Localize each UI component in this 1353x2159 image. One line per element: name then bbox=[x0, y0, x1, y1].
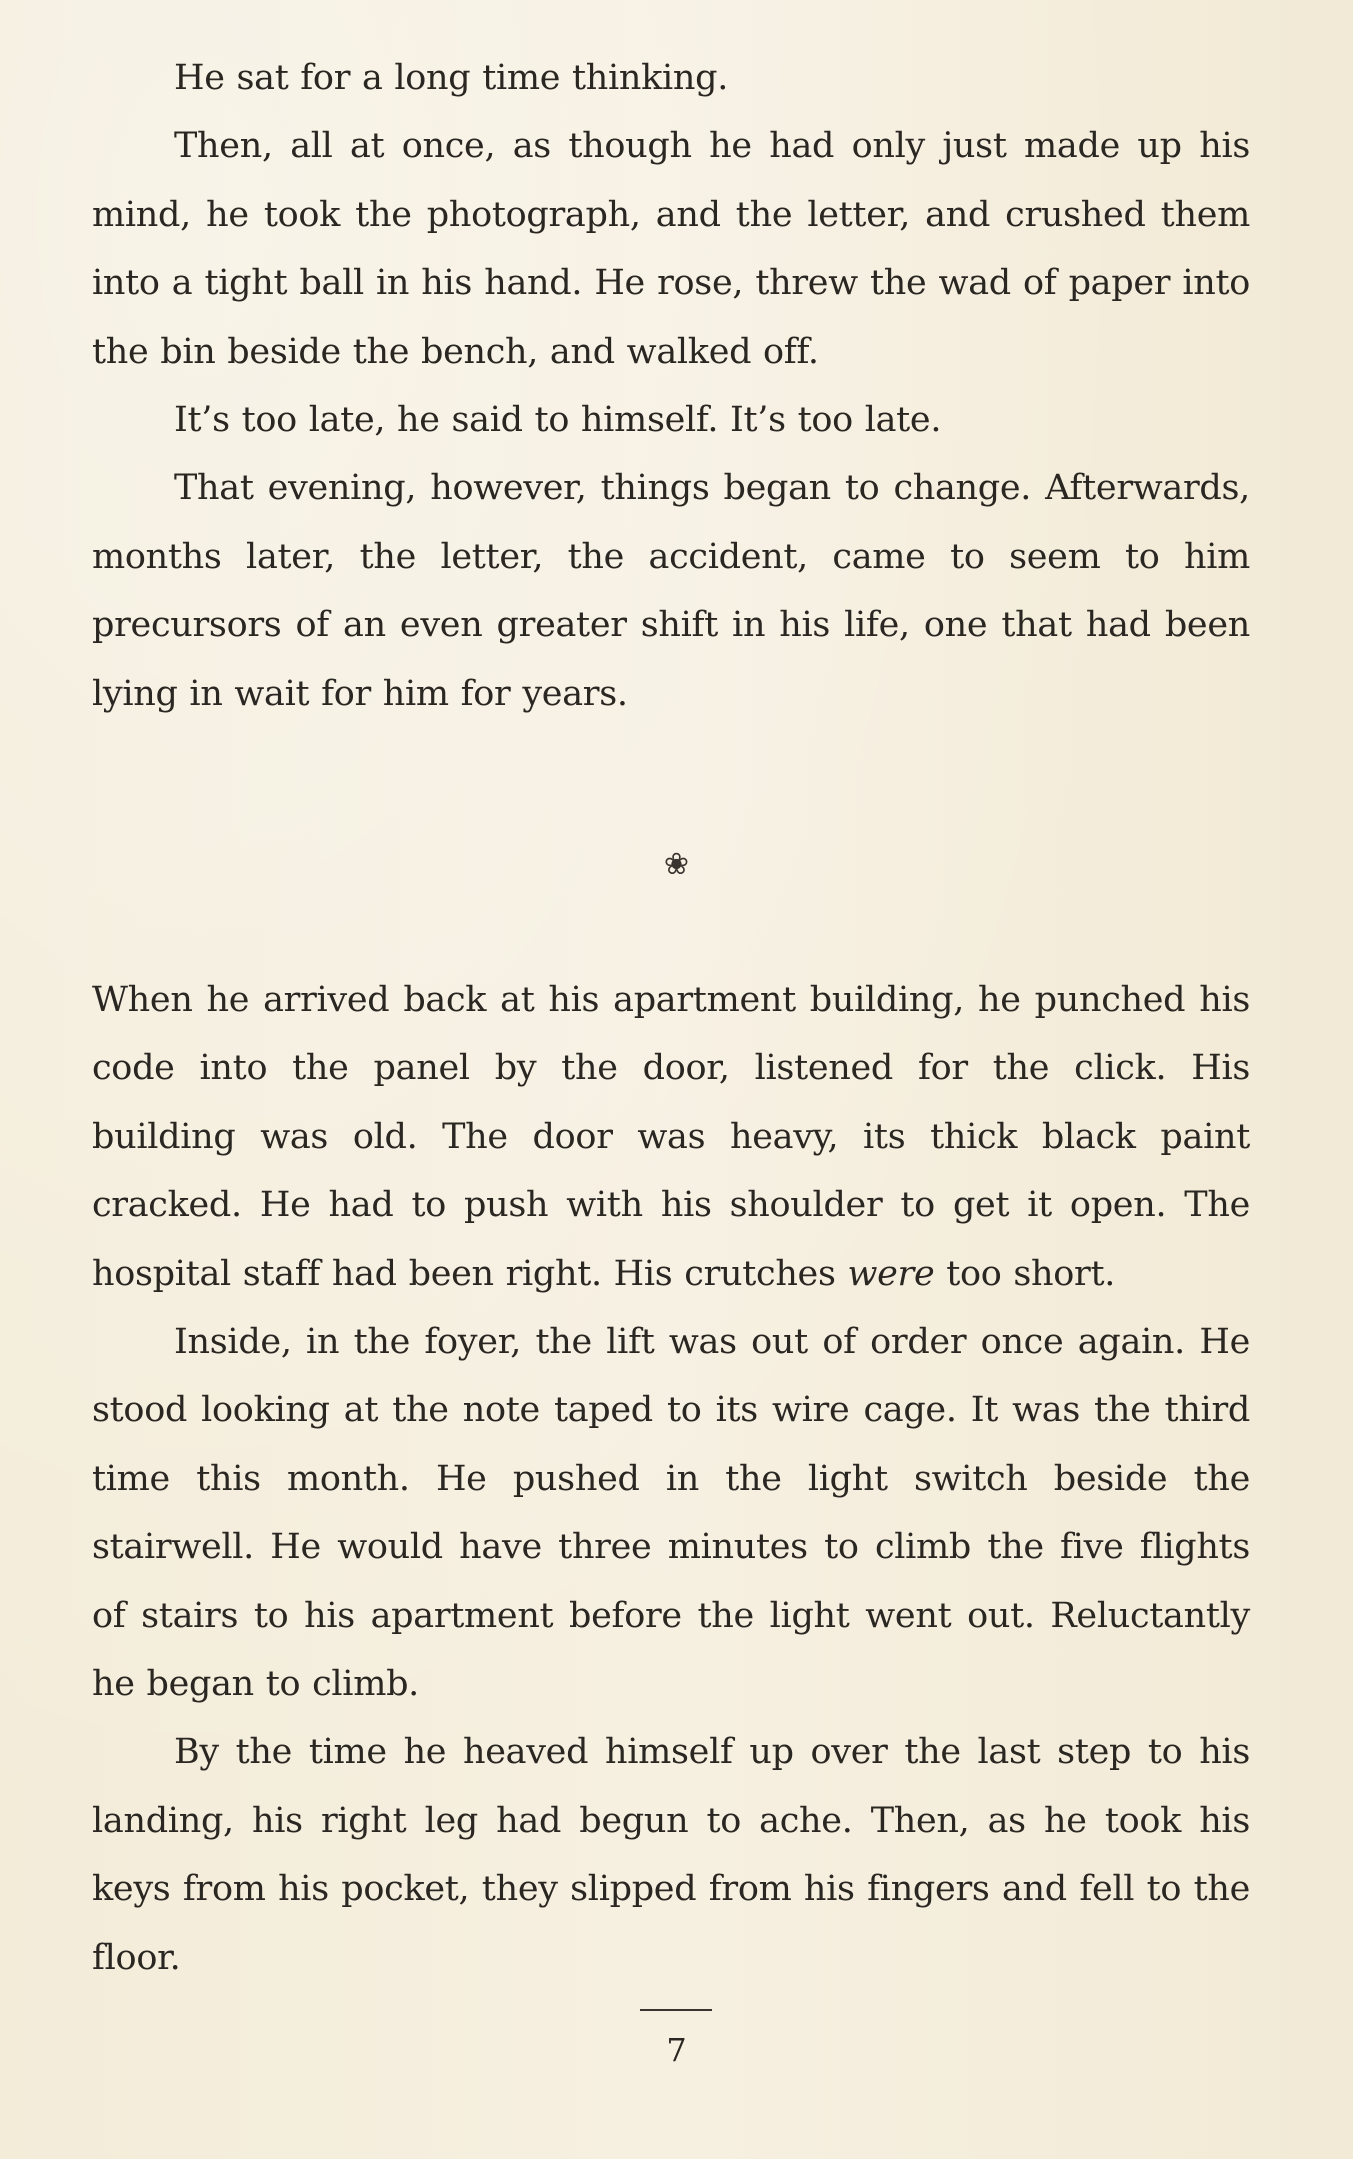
folio-rule bbox=[640, 2009, 712, 2011]
paragraph: By the time he heaved himself up over the last step to his landing, his right leg had begun to ache. Then, as he took his keys from his pocket, they slipped from his fingers and fell to the floor. bbox=[92, 1732, 1250, 1978]
emphasis-text: were bbox=[847, 1253, 935, 1294]
section-one bbox=[92, 44, 1250, 728]
paragraph bbox=[92, 966, 1250, 1308]
paragraph-text: When he arrived back at his apartment building, he punched his code into the panel by the door, listened for the click. His building was old. The door was heavy, its thick black paint cracked. He had to push with his shoulder to get it open. The hospital staff had been right. His crutches bbox=[92, 980, 1250, 1294]
section-break-ornament: ❀ bbox=[663, 847, 690, 882]
page-number: 7 bbox=[666, 2031, 687, 2069]
paragraph: Inside, in the foyer, the lift was out of order once again. He stood looking at the note taped to its wire cage. It was the third time this month. He pushed in the light switch beside the stairwell. He would have three minutes to climb the five flights of stairs to his apartment before the light went out. Reluctantly he began to climb. bbox=[92, 1322, 1250, 1705]
paragraph-text: too short. bbox=[934, 1253, 1116, 1294]
paragraph: It’s too late, he said to himself. It’s too late. bbox=[174, 400, 942, 441]
paragraph: He sat for a long time thinking. bbox=[174, 58, 729, 98]
section-two bbox=[92, 966, 1250, 1992]
paragraph: That evening, however, things began to change. Afterwards, months later, the letter, the accident, came to seem to him precursors of an even greater shift in his life, one that had been lying in wait for him for years. bbox=[92, 468, 1250, 714]
paragraph: Then, all at once, as though he had only just made up his mind, he took the photograph, and the letter, and crushed them into a tight ball in his hand. He rose, threw the wad of paper into the bin beside the bench, and walked off. bbox=[92, 126, 1250, 372]
